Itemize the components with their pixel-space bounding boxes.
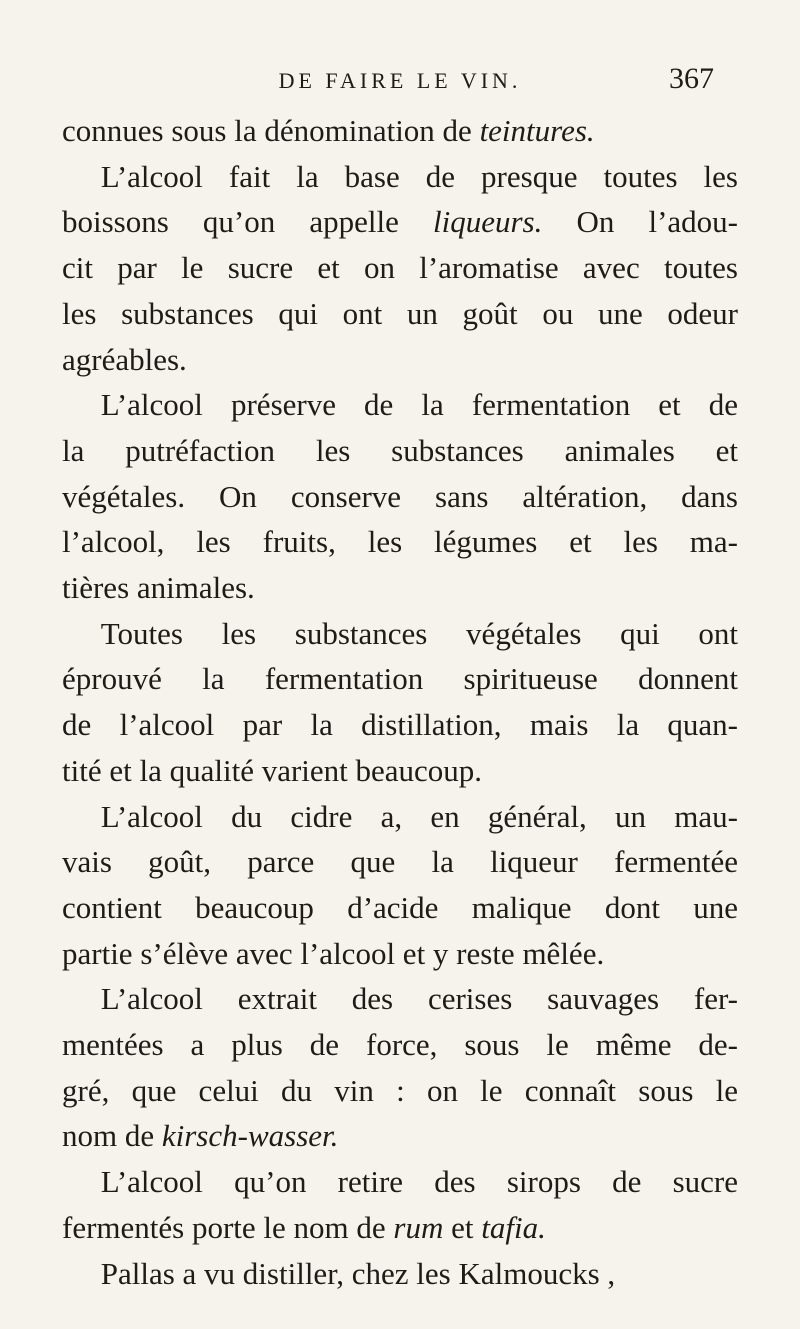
text-line: mentées a plus de force, sous le même de- bbox=[62, 1027, 738, 1063]
text-line: les substances qui ont un goût ou une odeur bbox=[62, 295, 738, 331]
running-head bbox=[60, 62, 740, 102]
text-line: L’alcool du cidre a, en général, un mau- bbox=[100, 798, 738, 834]
text-line: cit par le sucre et on l’aromatise avec toutes bbox=[62, 250, 738, 286]
text-line: connues sous la dénomination de teintures. bbox=[62, 113, 595, 148]
text-line: boissons qu’on appelle liqueurs. On l’adou- bbox=[62, 204, 738, 240]
text-line: gré, que celui du vin : on le connaît sous le bbox=[62, 1072, 738, 1108]
text-line: agréables. bbox=[62, 341, 187, 377]
text-line: Pallas a vu distiller, chez les Kalmoucks , bbox=[100, 1255, 616, 1291]
text-line: de l’alcool par la distillation, mais la quan- bbox=[62, 707, 738, 743]
text-line: éprouvé la fermentation spiritueuse donnent bbox=[62, 661, 738, 697]
text-line: la putréfaction les substances animales et bbox=[62, 432, 738, 468]
text-line: nom de kirsch-wasser. bbox=[62, 1118, 339, 1154]
text-line: vais goût, parce que la liqueur fermentée bbox=[62, 844, 738, 880]
italic-term: tafia. bbox=[481, 1209, 546, 1245]
text-line: tières animales. bbox=[62, 570, 255, 606]
italic-term: liqueurs. bbox=[432, 204, 543, 240]
text-line: L’alcool préserve de la fermentation et de bbox=[100, 387, 738, 423]
italic-term: rum bbox=[393, 1209, 444, 1245]
text-line: partie s’élève avec l’alcool et y reste mêlée. bbox=[62, 935, 605, 971]
italic-term: teintures. bbox=[479, 113, 595, 148]
text-line: fermentés porte le nom de rum et tafia. bbox=[62, 1209, 546, 1245]
text-line: L’alcool fait la base de presque toutes les bbox=[100, 158, 738, 194]
text-line: végétales. On conserve sans altération, dans bbox=[62, 478, 738, 514]
page-number: 367 bbox=[669, 62, 714, 95]
running-title: DE FAIRE LE VIN. bbox=[278, 68, 522, 93]
text-line: contient beaucoup d’acide malique dont une bbox=[62, 889, 738, 925]
body-text bbox=[62, 108, 738, 1296]
italic-term: kirsch-wasser. bbox=[161, 1118, 339, 1154]
text-line: l’alcool, les fruits, les légumes et les ma- bbox=[62, 524, 738, 560]
text-line: L’alcool qu’on retire des sirops de sucre bbox=[100, 1164, 738, 1200]
text-line: L’alcool extrait des cerises sauvages fer- bbox=[100, 981, 738, 1017]
text-line: Toutes les substances végétales qui ont bbox=[100, 615, 738, 651]
text-line: tité et la qualité varient beaucoup. bbox=[62, 752, 483, 788]
